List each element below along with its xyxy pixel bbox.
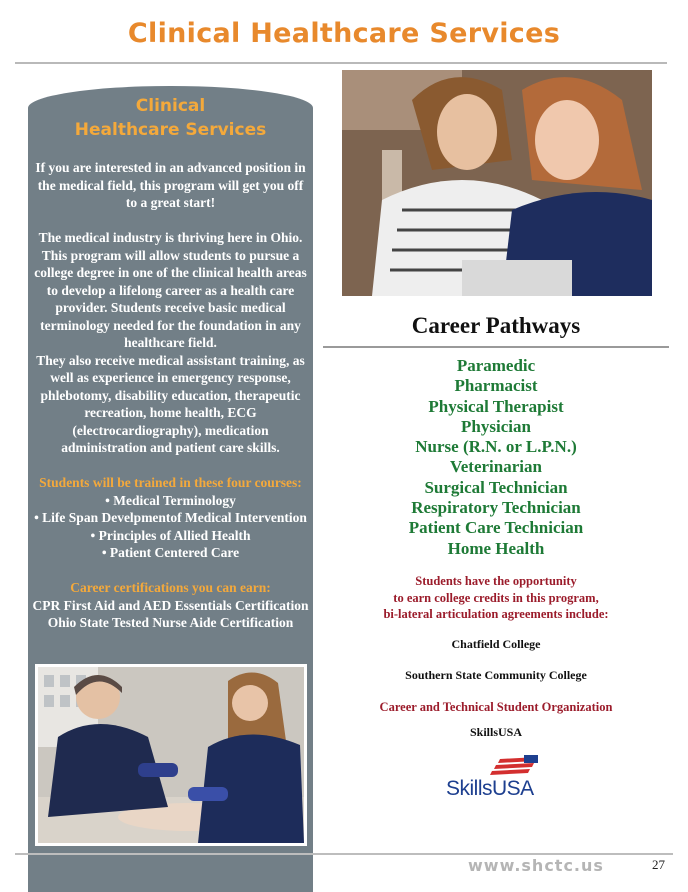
articulation-text xyxy=(323,573,669,623)
panel-title-line1: Clinical xyxy=(135,96,206,116)
career-item: Surgical Technician xyxy=(424,477,568,497)
page-title: Clinical Healthcare Services xyxy=(127,18,561,49)
nurses-photo xyxy=(342,70,652,296)
skillsusa-logo-text: SkillsUSA xyxy=(446,777,534,800)
cert-item: CPR First Aid and AED Essentials Certification xyxy=(32,597,309,613)
cert-item: Ohio State Tested Nurse Aide Certification xyxy=(47,615,294,630)
panel-description-2: They also receive medical assistant training, as well as experience in emergency response, phlebotomy, disability education, therapeutic recreation, home health, ECG (electrocardiography), medication administration and patient care skills. xyxy=(36,352,305,455)
career-item: Respiratory Technician xyxy=(411,498,581,518)
student-org-heading: Career and Technical Student Organization xyxy=(379,700,613,714)
career-item: Pharmacist xyxy=(454,376,538,396)
career-item: Physical Therapist xyxy=(428,396,564,416)
career-item: Nurse (R.N. or L.P.N.) xyxy=(415,437,577,457)
career-item: Physician xyxy=(461,416,531,436)
students-training-photo xyxy=(35,664,307,846)
panel-description: The medical industry is thriving here in Ohio. This program will allow students to pursue a college degree in one of the clinical health areas to develop a lifelong career as a health care provider. Students receive basic medical terminology needed for the foundation in any healthcare field. xyxy=(34,230,307,350)
course-item: • Medical Terminology xyxy=(105,492,236,508)
career-divider xyxy=(323,346,669,348)
career-list xyxy=(323,356,669,559)
courses-heading: Students will be trained in these four courses: xyxy=(39,475,302,490)
panel-body xyxy=(32,159,309,632)
college-southern-state: Southern State Community College xyxy=(405,668,587,682)
footer-url[interactable]: www.shctc.us xyxy=(468,856,604,875)
page-number: 27 xyxy=(652,857,665,872)
certs-heading: Career certifications you can earn: xyxy=(70,580,271,595)
panel-title-line2: Healthcare Services xyxy=(74,120,267,140)
career-item: Patient Care Technician xyxy=(408,518,584,538)
career-item: Home Health xyxy=(447,538,545,558)
course-item: • Patient Centered Care xyxy=(101,545,240,560)
skillsusa-logo xyxy=(446,755,556,805)
course-item: • Life Span Develpmentof Medical Intervention xyxy=(34,510,307,525)
articulation-line: Students have the opportunity xyxy=(415,574,577,588)
student-org-name: SkillsUSA xyxy=(469,725,523,739)
career-item: Veterinarian xyxy=(450,457,542,477)
panel-title xyxy=(28,94,313,142)
course-item: • Principles of Allied Health xyxy=(90,527,251,543)
college-chatfield: Chatfield College xyxy=(451,637,541,651)
articulation-line: to earn college credits in this program, xyxy=(393,590,599,605)
career-pathways-heading: Career Pathways xyxy=(411,313,581,338)
panel-intro: If you are interested in an advanced position in the medical field, this program will get you off to a great start! xyxy=(35,160,306,210)
career-item: Paramedic xyxy=(456,356,536,375)
footer-divider xyxy=(15,853,673,855)
title-divider xyxy=(15,62,667,64)
articulation-line: bi-lateral articulation agreements include: xyxy=(383,607,609,621)
